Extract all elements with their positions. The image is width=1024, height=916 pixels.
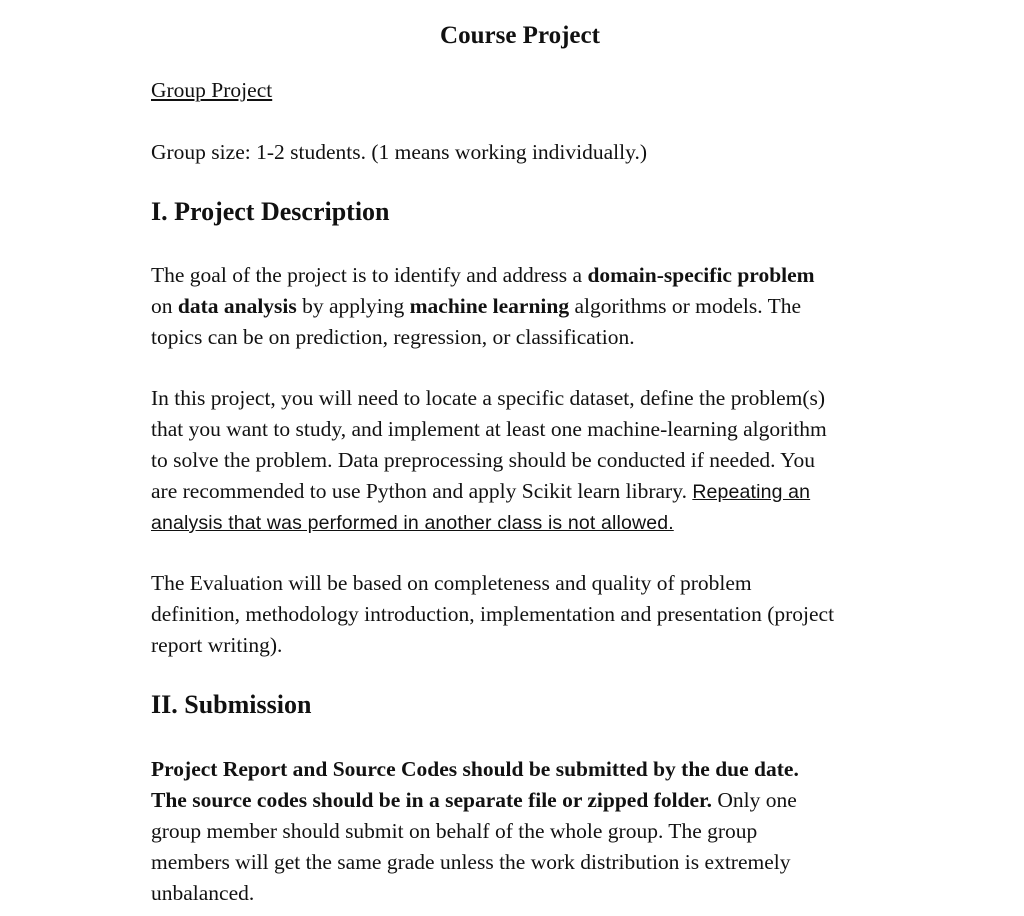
paragraph-line: unbalanced. [151,881,255,905]
paragraph-line: group member should submit on behalf of the whole group. The group [151,819,758,843]
paragraph-line: that you want to study, and implement at least one machine-learning algorithm [151,417,827,441]
paragraph-line: members will get the same grade unless the work distribution is extremely [151,850,791,874]
bold-text: data analysis [177,294,297,318]
subtitle [151,75,911,106]
underlined-note: Repeating an [692,481,811,503]
underlined-note: analysis that was performed in another class is not allowed. [151,512,674,534]
paragraph-line: The Evaluation will be based on completeness and quality of problem [151,571,752,595]
text-run: algorithms or models. The [569,294,802,318]
paragraph-line: In this project, you will need to locate a specific dataset, define the problem(s) [151,386,826,410]
project-description-paragraph-1 [151,260,911,353]
text-run: The goal of the project is to identify and address a [151,263,588,287]
text-run: by applying [296,294,410,318]
subtitle-text: Group Project [151,78,273,102]
paragraph-line [151,476,911,507]
bold-text: machine learning [409,294,570,318]
paragraph-line: topics can be on prediction, regression, or classification. [151,325,635,349]
section-heading-project-description: I. Project Description [151,197,390,226]
paragraph-line [151,507,911,538]
text-run: are recommended to use Python and apply Scikit learn library. [151,479,693,503]
bold-text: domain-specific problem [587,263,815,287]
paragraph-line [151,260,911,291]
text-run: Only one [712,788,797,812]
text-run: on [151,294,178,318]
group-size-text [151,137,911,168]
paragraph-line: report writing). [151,633,283,657]
paragraph-line [151,291,911,322]
bold-text: The source codes should be in a separate file or zipped folder. [151,788,713,812]
paragraph-line [151,754,911,785]
project-description-paragraph-2 [151,383,911,538]
paragraph-line [151,785,911,816]
group-size-line: Group size: 1-2 students. (1 means working individually.) [151,140,648,164]
paragraph-line: definition, methodology introduction, implementation and presentation (project [151,602,835,626]
project-description-paragraph-3 [151,568,911,661]
bold-text: Project Report and Source Codes should be submitted by the due date. [151,757,799,781]
submission-paragraph [151,754,911,909]
page-title: Course Project [440,22,600,49]
paragraph-line: to solve the problem. Data preprocessing should be conducted if needed. You [151,448,815,472]
section-heading-submission: II. Submission [151,690,312,719]
